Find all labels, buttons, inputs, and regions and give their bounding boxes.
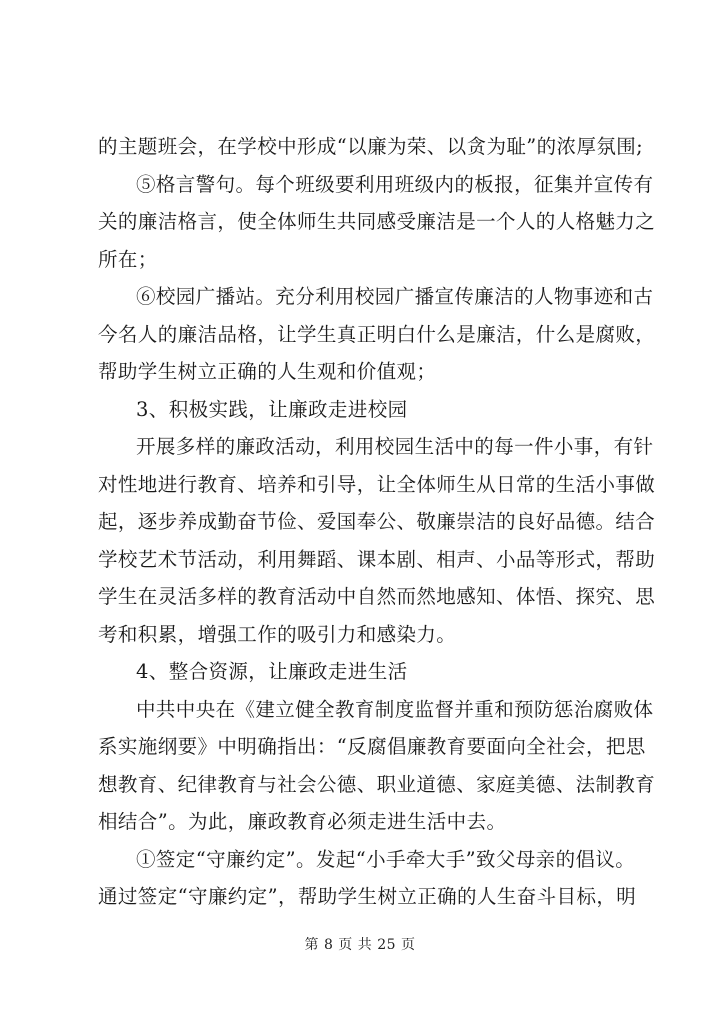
text-line: 想教育、纪律教育与社会公德、职业道德、家庭美德、法制教育	[98, 772, 656, 796]
text-line: 今名人的廉洁品格，让学生真正明白什么是廉洁，什么是腐败，	[98, 322, 656, 346]
document-body	[98, 128, 656, 916]
text-line: 开展多样的廉政活动，利用校园生活中的每一件小事，有针	[136, 435, 654, 458]
section-heading: 3、积极实践，让廉政走进校园	[136, 397, 408, 421]
text-line: ⑥校园广播站。充分利用校园广播宣传廉洁的人物事迹和古	[136, 285, 654, 308]
text-line: 的主题班会，在学校中形成“以廉为荣、以贪为耻”的浓厚氛围;	[98, 135, 644, 158]
text-line: 中共中央在《建立健全教育制度监督并重和预防惩治腐败体	[136, 697, 654, 721]
text-line: 考和积累，增强工作的吸引力和感染力。	[98, 622, 457, 646]
text-line: 起，逐步养成勤奋节俭、爱国奉公、敬廉崇洁的良好品德。结合	[98, 510, 656, 533]
page-footer: 第 8 页 共 25 页	[304, 937, 416, 953]
text-line: 对性地进行教育、培养和引导，让全体师生从日常的生活小事做	[98, 472, 656, 496]
section-heading: 4、整合资源，让廉政走进生活	[136, 660, 408, 683]
text-line: 相结合”。为此，廉政教育必须走进生活中去。	[98, 810, 507, 833]
text-line: ⑤格言警句。每个班级要利用班级内的板报，征集并宣传有	[136, 172, 654, 196]
text-line: 所在；	[98, 247, 158, 271]
text-line: 帮助学生树立正确的人生观和价值观；	[98, 360, 437, 383]
text-line: 学生在灵活多样的教育活动中自然而然地感知、体悟、探究、思	[98, 585, 656, 608]
text-line: 关的廉洁格言，使全体师生共同感受廉洁是一个人的人格魅力之	[98, 210, 656, 233]
text-line: 系实施纲要》中明确指出：“反腐倡廉教育要面向全社会，把思	[98, 735, 646, 758]
text-line: 通过签定“守廉约定”，帮助学生树立正确的人生奋斗目标，明	[98, 885, 637, 908]
text-line: ①签定“守廉约定”。发起“小手牵大手”致父母亲的倡议。	[136, 847, 636, 871]
text-line: 学校艺术节活动，利用舞蹈、课本剧、相声、小品等形式，帮助	[98, 547, 656, 571]
